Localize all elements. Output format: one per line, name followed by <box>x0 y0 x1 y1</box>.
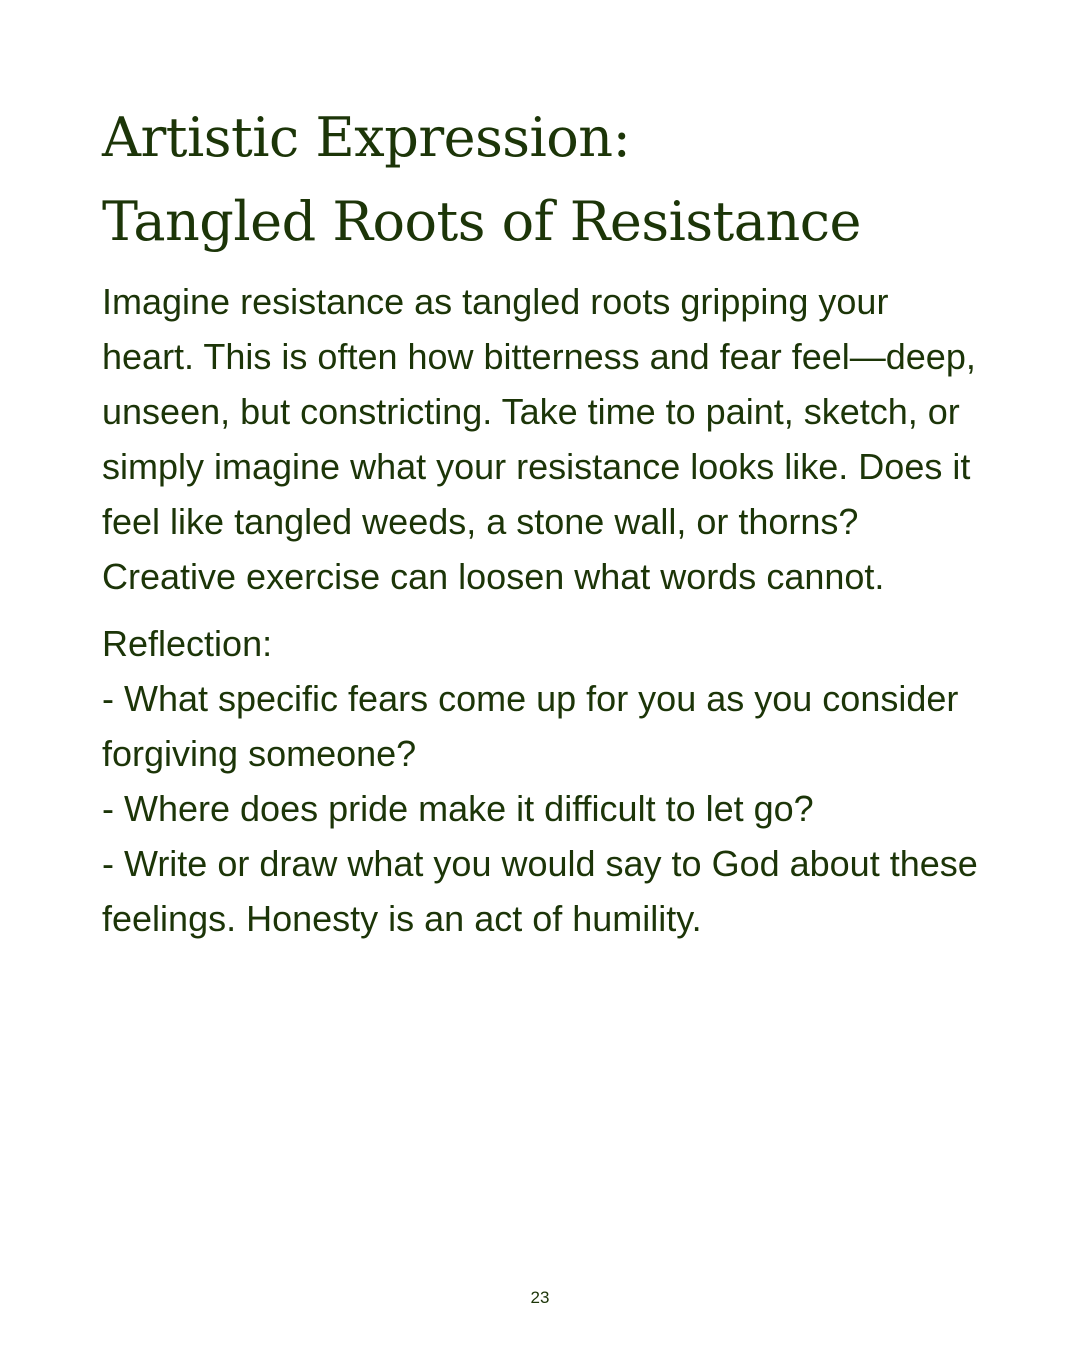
page-title <box>102 96 982 264</box>
title-line-1: Artistic Expression: <box>102 106 631 169</box>
intro-paragraph: Imagine resistance as tangled roots gripping your heart. This is often how bitterness and fear feel—deep, unseen, but constricting. Take time to paint, sketch, or simply imagine what your resistance looks like. Does it feel like tangled weeds, a stone wall, or thorns? Creative exercise can loosen what words cannot. <box>102 281 976 597</box>
reflection-questions <box>102 671 982 946</box>
reflection-heading: Reflection: <box>102 623 273 664</box>
reflection-question: - Where does pride make it difficult to let go? <box>102 788 814 829</box>
reflection-question: - Write or draw what you would say to God about these feelings. Honesty is an act of humility. <box>102 843 978 939</box>
title-line-2: Tangled Roots of Resistance <box>102 190 861 253</box>
page-number: 23 <box>530 1288 550 1307</box>
reflection-question: - What specific fears come up for you as you consider forgiving someone? <box>102 678 959 774</box>
page-content <box>102 96 982 946</box>
